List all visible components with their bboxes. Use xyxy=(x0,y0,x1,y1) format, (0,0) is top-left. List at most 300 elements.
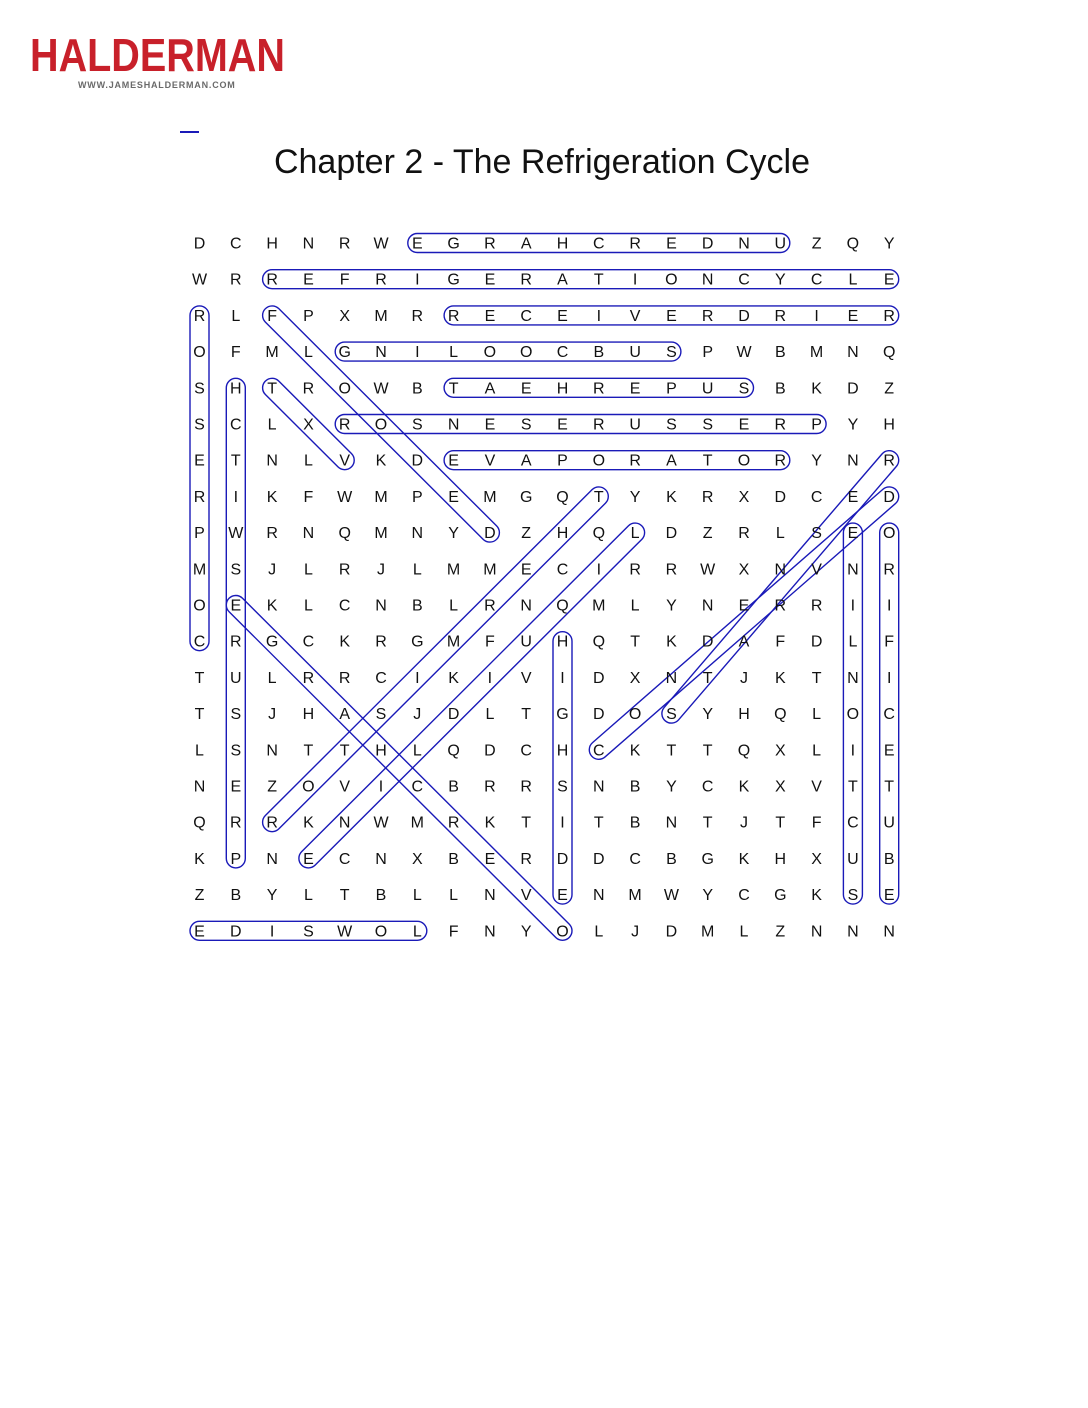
grid-letter: X xyxy=(411,850,423,868)
grid-letter: L xyxy=(267,669,277,687)
grid-letter: R xyxy=(593,416,605,434)
grid-letter: J xyxy=(413,706,422,724)
grid-letter: Q xyxy=(447,742,460,760)
grid-letter: D xyxy=(411,452,424,470)
grid-letter: R xyxy=(520,778,532,796)
grid-letter: T xyxy=(630,633,640,651)
grid-letter: Y xyxy=(629,488,641,506)
grid-letter: B xyxy=(375,887,387,905)
grid-letter: O xyxy=(193,344,206,362)
grid-letter: C xyxy=(593,235,605,253)
grid-letter: K xyxy=(194,850,205,868)
grid-letter: G xyxy=(701,850,714,868)
grid-letter: R xyxy=(266,814,278,832)
grid-letter: R xyxy=(883,452,895,470)
grid-letter: R xyxy=(338,416,351,434)
grid-letter: I xyxy=(886,669,892,687)
grid-letter: O xyxy=(556,923,569,941)
grid-letter: H xyxy=(556,525,569,543)
grid-letter: R xyxy=(593,380,605,398)
grid-letter: P xyxy=(303,307,314,325)
grid-letter: I xyxy=(269,923,275,941)
grid-letter: E xyxy=(484,271,496,289)
grid-letter: S xyxy=(194,380,205,398)
grid-letter: N xyxy=(738,235,750,253)
grid-letter: Y xyxy=(520,923,532,941)
grid-letter: P xyxy=(666,380,677,398)
grid-letter: V xyxy=(629,307,641,325)
grid-letter: A xyxy=(666,452,677,470)
grid-letter: S xyxy=(230,706,242,724)
grid-letter: T xyxy=(811,669,822,687)
grid-letter: X xyxy=(303,416,314,434)
grid-letter: I xyxy=(632,271,638,289)
grid-letter: B xyxy=(666,850,677,868)
grid-letter: B xyxy=(411,597,423,615)
grid-letter: Q xyxy=(592,633,606,651)
grid-letter: R xyxy=(230,633,242,651)
grid-letter: I xyxy=(415,669,420,687)
grid-letter: L xyxy=(303,452,313,470)
grid-letter: N xyxy=(266,742,278,760)
grid-letter: X xyxy=(339,307,351,325)
grid-letter: H xyxy=(375,742,387,760)
grid-letter: Q xyxy=(193,814,206,832)
grid-letter: R xyxy=(484,235,496,253)
grid-letter: J xyxy=(631,923,640,941)
grid-letter: I xyxy=(415,344,420,362)
grid-letter: D xyxy=(701,633,714,651)
grid-letter: Z xyxy=(775,923,786,941)
grid-letter: L xyxy=(848,271,858,289)
grid-letter: R xyxy=(193,488,206,506)
grid-letter: C xyxy=(230,235,242,253)
grid-letter: H xyxy=(266,235,278,253)
grid-letter: I xyxy=(378,778,384,796)
grid-letter: C xyxy=(883,706,895,724)
grid-letter: U xyxy=(629,416,641,434)
grid-letter: T xyxy=(848,778,858,796)
grid-letter: N xyxy=(375,344,387,362)
found-word-highlight xyxy=(263,270,899,289)
grid-letter: C xyxy=(701,778,714,796)
grid-letter: S xyxy=(520,416,532,434)
grid-letter: C xyxy=(302,633,315,651)
grid-letter: K xyxy=(266,597,278,615)
grid-letter: C xyxy=(738,271,750,289)
grid-letter: J xyxy=(740,814,748,832)
grid-letter: B xyxy=(883,850,895,868)
grid-letter: P xyxy=(194,525,205,543)
grid-letter: T xyxy=(448,380,459,398)
grid-letter: O xyxy=(483,344,497,362)
grid-letter: M xyxy=(483,561,497,579)
grid-letter: N xyxy=(847,561,859,579)
grid-letter: R xyxy=(447,307,460,325)
grid-letter: O xyxy=(519,344,533,362)
grid-letter: N xyxy=(847,344,859,362)
grid-letter: G xyxy=(556,706,569,724)
grid-letter: T xyxy=(593,814,604,832)
grid-letter: T xyxy=(702,742,713,760)
grid-letter: G xyxy=(774,887,787,905)
grid-letter: R xyxy=(665,561,678,579)
grid-letter: T xyxy=(230,452,241,470)
grid-letter: D xyxy=(738,307,750,325)
grid-letter: H xyxy=(883,416,895,434)
grid-letter: Y xyxy=(883,235,895,253)
grid-letter: E xyxy=(230,778,242,796)
grid-letter: D xyxy=(774,488,787,506)
grid-letter: T xyxy=(194,706,205,724)
grid-letter: D xyxy=(230,923,242,941)
grid-letter: L xyxy=(303,344,313,362)
grid-letter: I xyxy=(487,669,493,687)
grid-letter: K xyxy=(811,380,822,398)
grid-letter: B xyxy=(230,887,242,905)
grid-letter: Y xyxy=(266,887,278,905)
grid-letter: L xyxy=(412,742,422,760)
grid-letter: L xyxy=(630,525,640,543)
grid-letter: D xyxy=(593,669,605,687)
logo-url: WWW.JAMESHALDERMAN.COM xyxy=(78,80,236,90)
grid-letter: S xyxy=(666,344,677,362)
grid-letter: N xyxy=(593,887,605,905)
grid-letter: P xyxy=(557,452,568,470)
grid-letter: W xyxy=(373,235,389,253)
grid-letter: U xyxy=(701,380,714,398)
grid-letter: R xyxy=(774,416,787,434)
grid-letter: G xyxy=(447,271,460,289)
grid-letter: S xyxy=(811,525,822,543)
grid-letter: Y xyxy=(666,778,677,796)
grid-letter: R xyxy=(338,561,351,579)
grid-letter: M xyxy=(374,525,388,543)
grid-letter: A xyxy=(520,452,532,470)
grid-letter: C xyxy=(375,669,387,687)
grid-letter: R xyxy=(701,488,714,506)
grid-letter: L xyxy=(267,416,277,434)
grid-letter: B xyxy=(448,850,459,868)
found-word-highlight xyxy=(335,415,826,434)
grid-letter: U xyxy=(230,669,242,687)
grid-letter: Q xyxy=(556,488,569,506)
grid-letter: C xyxy=(556,344,569,362)
grid-letter: T xyxy=(593,488,604,506)
grid-letter: L xyxy=(303,597,313,615)
grid-letter: R xyxy=(375,271,387,289)
grid-letter: E xyxy=(847,488,859,506)
grid-letter: I xyxy=(560,669,565,687)
grid-letter: D xyxy=(593,850,605,868)
grid-letter: C xyxy=(593,742,605,760)
grid-letter: I xyxy=(233,488,239,506)
grid-letter: T xyxy=(702,669,713,687)
grid-letter: R xyxy=(738,525,750,543)
grid-letter: N xyxy=(375,597,387,615)
grid-letter: N xyxy=(810,923,823,941)
grid-letter: V xyxy=(339,778,351,796)
grid-letter: N xyxy=(266,452,278,470)
grid-letter: L xyxy=(412,561,422,579)
grid-letter: Z xyxy=(521,525,532,543)
grid-letter: H xyxy=(556,742,569,760)
grid-letter: D xyxy=(665,525,678,543)
grid-letter: N xyxy=(375,850,387,868)
grid-letter: R xyxy=(810,597,823,615)
page-title-text: Chapter 2 - The Refrigeration Cycle xyxy=(273,143,811,181)
grid-letter: L xyxy=(412,923,422,941)
grid-letter: Q xyxy=(592,525,606,543)
grid-letter: K xyxy=(375,452,387,470)
grid-letter: V xyxy=(520,669,532,687)
grid-letter: K xyxy=(738,778,750,796)
grid-letter: M xyxy=(628,887,642,905)
grid-letter: U xyxy=(629,344,641,362)
grid-letter: O xyxy=(338,380,351,398)
grid-letter: Y xyxy=(448,525,459,543)
grid-letter: E xyxy=(303,850,314,868)
grid-letter: E xyxy=(303,271,314,289)
grid-letter: W xyxy=(337,488,353,506)
grid-letter: O xyxy=(882,525,896,543)
grid-letter: E xyxy=(411,235,423,253)
grid-letter: R xyxy=(774,452,787,470)
grid-letter: S xyxy=(702,416,714,434)
grid-letter: K xyxy=(484,814,496,832)
grid-letter: O xyxy=(374,923,388,941)
grid-letter: E xyxy=(194,452,205,470)
grid-letter: L xyxy=(812,742,822,760)
grid-letter: X xyxy=(738,561,750,579)
grid-letter: R xyxy=(484,597,496,615)
grid-letter: N xyxy=(302,525,315,543)
grid-letter: C xyxy=(629,850,641,868)
grid-letter: Z xyxy=(811,235,822,253)
grid-letter: A xyxy=(557,271,568,289)
grid-letter: K xyxy=(811,887,822,905)
grid-letter: B xyxy=(629,778,641,796)
grid-letter: W xyxy=(191,271,208,289)
grid-letter: L xyxy=(775,525,785,543)
grid-letter: P xyxy=(702,344,714,362)
grid-letter: H xyxy=(556,633,569,651)
grid-letter: L xyxy=(303,887,313,905)
grid-letter: U xyxy=(774,235,787,253)
grid-letter: J xyxy=(377,561,385,579)
grid-letter: R xyxy=(629,452,641,470)
grid-letter: N xyxy=(665,814,678,832)
grid-letter: R xyxy=(629,235,641,253)
grid-letter: R xyxy=(411,307,424,325)
grid-letter: T xyxy=(521,814,532,832)
grid-letter: G xyxy=(447,235,460,253)
grid-letter: I xyxy=(560,814,565,832)
grid-letter: R xyxy=(193,307,206,325)
grid-letter: R xyxy=(447,814,460,832)
grid-letter: W xyxy=(337,923,353,941)
grid-letter: C xyxy=(411,778,424,796)
grid-letter: E xyxy=(230,597,242,615)
grid-letter: E xyxy=(520,561,532,579)
grid-letter: Y xyxy=(774,271,786,289)
grid-letter: N xyxy=(847,923,859,941)
grid-letter: M xyxy=(446,561,461,579)
grid-letter: H xyxy=(738,706,750,724)
grid-letter: U xyxy=(847,850,859,868)
grid-letter: N xyxy=(847,452,859,470)
grid-letter: Q xyxy=(737,742,751,760)
grid-letter: V xyxy=(811,778,822,796)
grid-letter: M xyxy=(446,633,461,651)
grid-letter: K xyxy=(774,669,786,687)
grid-letter: A xyxy=(738,633,750,651)
grid-letter: E xyxy=(557,307,568,325)
grid-letter: O xyxy=(665,271,678,289)
grid-letter: K xyxy=(266,488,278,506)
grid-letter: L xyxy=(739,923,749,941)
grid-letter: C xyxy=(556,561,569,579)
grid-letter: T xyxy=(339,742,350,760)
grid-letter: W xyxy=(373,814,389,832)
grid-letter: T xyxy=(521,706,532,724)
grid-letter: R xyxy=(338,669,351,687)
grid-letter: N xyxy=(593,778,605,796)
grid-letter: R xyxy=(230,271,242,289)
grid-letter: S xyxy=(230,561,242,579)
grid-letter: H xyxy=(774,850,787,868)
grid-letter: C xyxy=(193,633,206,651)
grid-letter: E xyxy=(557,887,568,905)
grid-letter: L xyxy=(848,633,858,651)
grid-letter: L xyxy=(231,307,241,325)
grid-letter: T xyxy=(593,271,604,289)
grid-letter: D xyxy=(193,235,206,253)
grid-letter: R xyxy=(266,271,278,289)
grid-letter: C xyxy=(338,597,351,615)
grid-letter: I xyxy=(850,742,856,760)
grid-letter: T xyxy=(666,742,677,760)
grid-letter: E xyxy=(883,887,895,905)
grid-letter: N xyxy=(411,525,424,543)
grid-letter: Q xyxy=(338,525,351,543)
grid-letter: S xyxy=(194,416,205,434)
grid-letter: L xyxy=(449,344,459,362)
grid-letter: E xyxy=(883,742,895,760)
grid-letter: M xyxy=(701,923,715,941)
grid-letter: M xyxy=(809,344,824,362)
grid-letter: N xyxy=(302,235,315,253)
grid-letter: Y xyxy=(702,706,714,724)
grid-letter: D xyxy=(883,488,895,506)
grid-letter: E xyxy=(738,597,750,615)
grid-letter: N xyxy=(447,416,460,434)
grid-letter: N xyxy=(484,887,496,905)
grid-letter: Y xyxy=(811,452,822,470)
grid-letter: F xyxy=(448,923,459,941)
grid-letter: D xyxy=(484,742,496,760)
grid-letter: C xyxy=(230,416,242,434)
grid-letter: L xyxy=(195,742,204,760)
grid-letter: R xyxy=(774,597,787,615)
grid-letter: Q xyxy=(774,706,787,724)
grid-letter: J xyxy=(268,706,277,724)
grid-letter: N xyxy=(665,669,678,687)
grid-letter: S xyxy=(303,923,314,941)
grid-letter: W xyxy=(373,380,389,398)
grid-letter: G xyxy=(519,488,533,506)
grid-letter: E xyxy=(629,380,641,398)
found-word-highlights xyxy=(190,234,903,945)
grid-letter: S xyxy=(847,887,859,905)
grid-letter: G xyxy=(265,633,279,651)
grid-letter: R xyxy=(520,271,532,289)
grid-letter: N xyxy=(266,850,278,868)
grid-letter: N xyxy=(847,669,859,687)
grid-letter: N xyxy=(774,561,787,579)
grid-letter: E xyxy=(448,488,459,506)
grid-letter: B xyxy=(774,380,786,398)
grid-letter: P xyxy=(811,416,822,434)
grid-letter: B xyxy=(774,344,786,362)
grid-letter: B xyxy=(593,344,605,362)
grid-letter: N xyxy=(701,597,714,615)
grid-letter: O xyxy=(628,706,642,724)
grid-letter: T xyxy=(702,452,713,470)
grid-letter: T xyxy=(884,778,895,796)
grid-letter: T xyxy=(339,887,350,905)
grid-letter: I xyxy=(886,597,892,615)
grid-letter: K xyxy=(666,633,677,651)
grid-letter: K xyxy=(738,850,750,868)
letter-grid xyxy=(192,236,895,941)
grid-letter: H xyxy=(302,706,315,724)
grid-letter: O xyxy=(592,452,606,470)
grid-letter: O xyxy=(193,597,206,615)
grid-letter: R xyxy=(338,235,351,253)
grid-letter: S xyxy=(375,706,387,724)
grid-letter: U xyxy=(883,814,895,832)
grid-letter: H xyxy=(556,380,569,398)
grid-letter: H xyxy=(230,380,242,398)
grid-letter: S xyxy=(557,778,568,796)
grid-letter: V xyxy=(484,452,496,470)
grid-letter: K xyxy=(339,633,351,651)
grid-letter: N xyxy=(520,597,532,615)
grid-letter: X xyxy=(629,669,641,687)
grid-letter: M xyxy=(483,488,497,506)
grid-letter: I xyxy=(415,271,420,289)
grid-letter: I xyxy=(850,597,856,615)
grid-letter: L xyxy=(485,706,495,724)
grid-letter: M xyxy=(374,307,388,325)
grid-letter: O xyxy=(846,706,860,724)
grid-letter: X xyxy=(811,850,822,868)
grid-letter: Q xyxy=(882,344,896,362)
grid-letter: Z xyxy=(194,887,205,905)
grid-letter: E xyxy=(484,307,496,325)
grid-letter: C xyxy=(738,887,750,905)
grid-letter: Z xyxy=(702,525,713,543)
grid-letter: W xyxy=(736,344,752,362)
grid-letter: T xyxy=(303,742,314,760)
grid-letter: D xyxy=(665,923,678,941)
grid-letter: N xyxy=(484,923,496,941)
grid-letter: R xyxy=(230,814,242,832)
grid-letter: R xyxy=(520,850,532,868)
grid-letter: Y xyxy=(666,597,677,615)
grid-letter: C xyxy=(520,742,532,760)
